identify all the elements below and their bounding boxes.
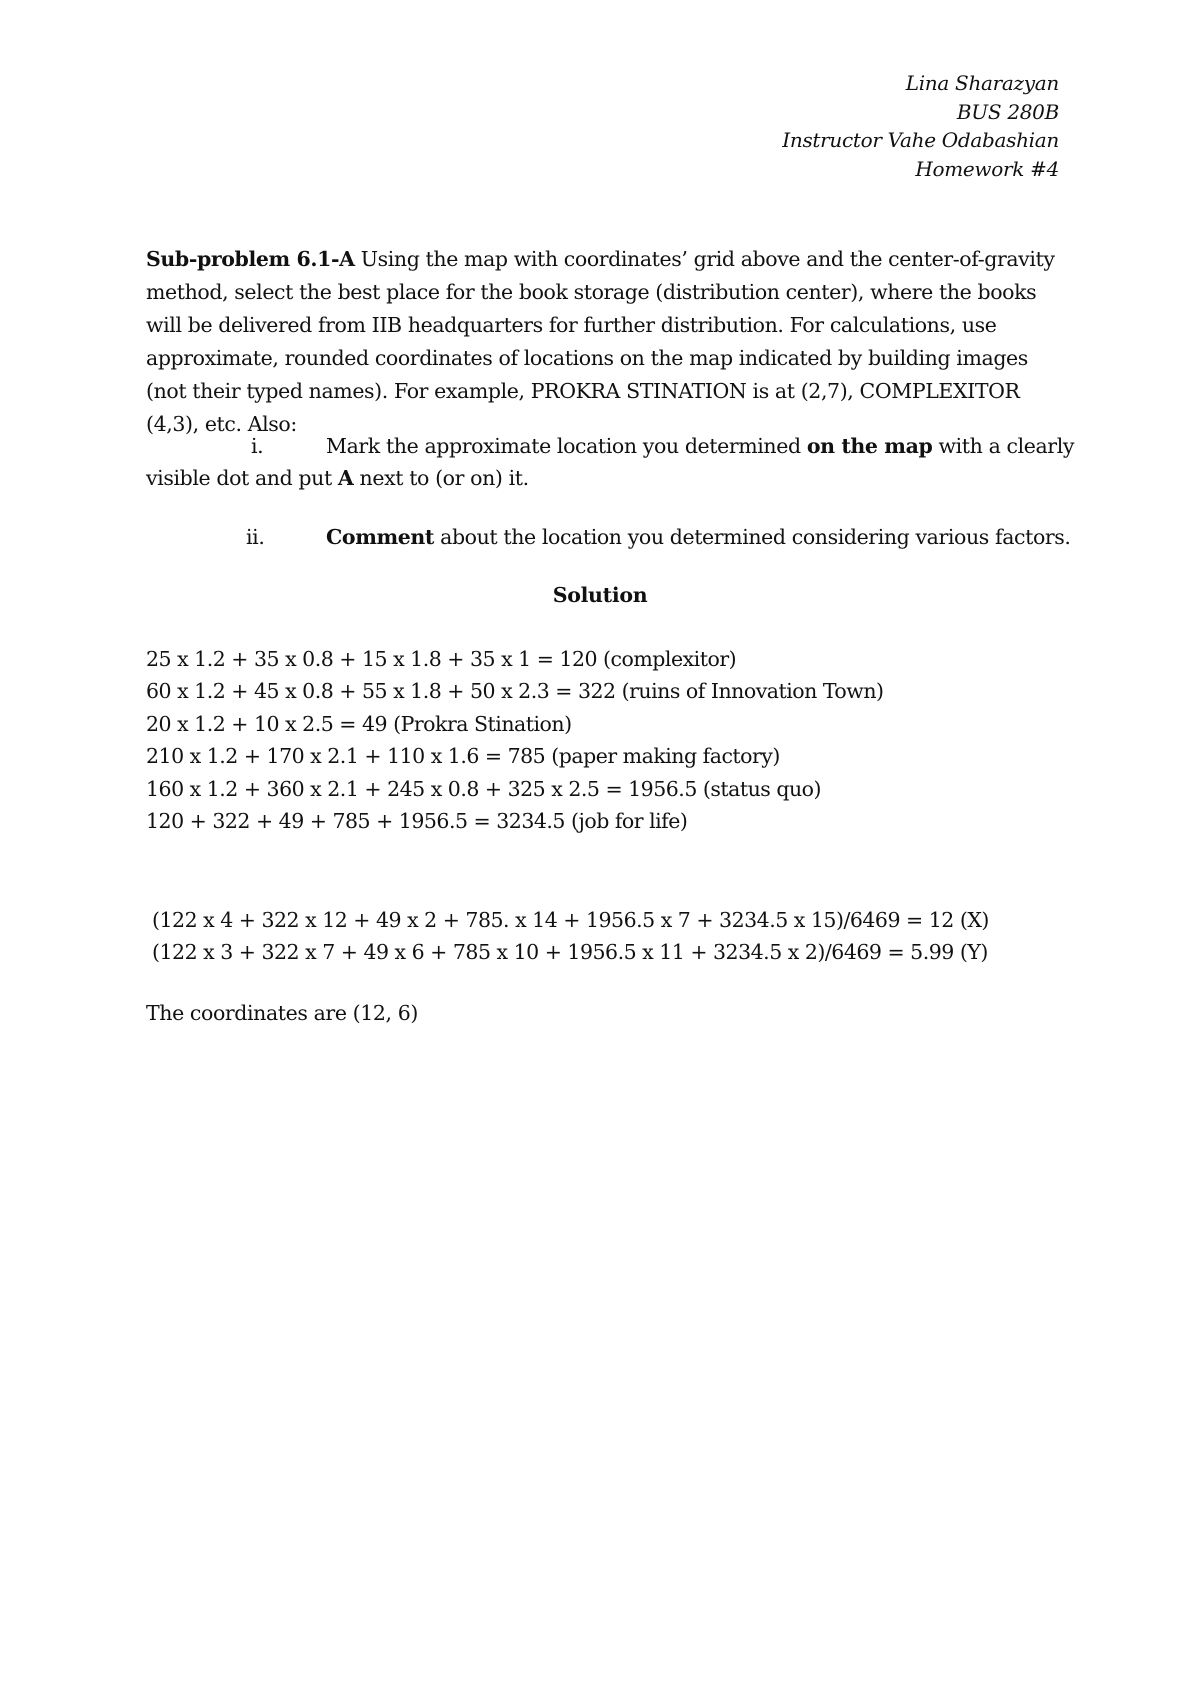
- calculation-line: 160 x 1.2 + 360 x 2.1 + 245 x 0.8 + 325 x 2.5 = 1956.5 (status quo): [146, 776, 822, 801]
- problem-paragraph: [146, 243, 1066, 441]
- task-text-continued: visible dot and put A next to (or on) it.: [146, 466, 529, 490]
- x-coordinate-formula: (122 x 4 + 322 x 12 + 49 x 2 + 785. x 14 + 1956.5 x 7 + 3234.5 x 15)/6469 = 12 (X): [152, 908, 989, 932]
- calculation-line: 20 x 1.2 + 10 x 2.5 = 49 (Prokra Stination): [146, 711, 572, 736]
- author-header: [782, 69, 1059, 183]
- course-code: BUS 280B: [956, 99, 1059, 124]
- conclusion-line: The coordinates are (12, 6): [146, 1001, 419, 1025]
- task-text: Mark the approximate location you determined on the map with a clearly: [326, 434, 1075, 458]
- task-text: Comment about the location you determined considering various factors.: [326, 525, 1071, 549]
- assignment-title: Homework #4: [915, 156, 1059, 181]
- solution-heading: Solution: [552, 583, 648, 607]
- problem-title: Sub-problem 6.1-A: [146, 247, 355, 271]
- calculation-line: 60 x 1.2 + 45 x 0.8 + 55 x 1.8 + 50 x 2.3 = 322 (ruins of Innovation Town): [146, 679, 884, 704]
- load-distance-calculations: [146, 643, 884, 837]
- calculation-line: 210 x 1.2 + 170 x 2.1 + 110 x 1.6 = 785 (paper making factory): [146, 744, 780, 769]
- y-coordinate-formula: (122 x 3 + 322 x 7 + 49 x 6 + 785 x 10 + 1956.5 x 11 + 3234.5 x 2)/6469 = 5.99 (Y): [152, 940, 988, 964]
- instructor-name: Instructor Vahe Odabashian: [782, 128, 1059, 152]
- calculation-line: 25 x 1.2 + 35 x 0.8 + 15 x 1.8 + 35 x 1 = 120 (complexitor): [146, 647, 737, 671]
- calculation-line: 120 + 322 + 49 + 785 + 1956.5 = 3234.5 (job for life): [146, 808, 688, 833]
- task-number: i.: [251, 434, 264, 458]
- problem-statement: [146, 243, 1066, 441]
- task-number: ii.: [246, 525, 265, 549]
- problem-text: Using the map with coordinates’ grid above and the center-of-gravity method, select the best place for the book storage (distribution center), where the books will be delivered from IIB headquarters for further distribution. For calculations, use approximate, rounded coordinates of locations on the map indicated by building images (not their typed names). For example, PROKRA STINATION is at (2,7), COMPLEXITOR (4,3), etc. Also:: [146, 247, 1055, 436]
- task-item-ii: [146, 521, 1071, 553]
- center-of-gravity-formulas: [152, 904, 989, 968]
- task-item-i: [146, 430, 1075, 494]
- author-name: Lina Sharazyan: [905, 71, 1059, 95]
